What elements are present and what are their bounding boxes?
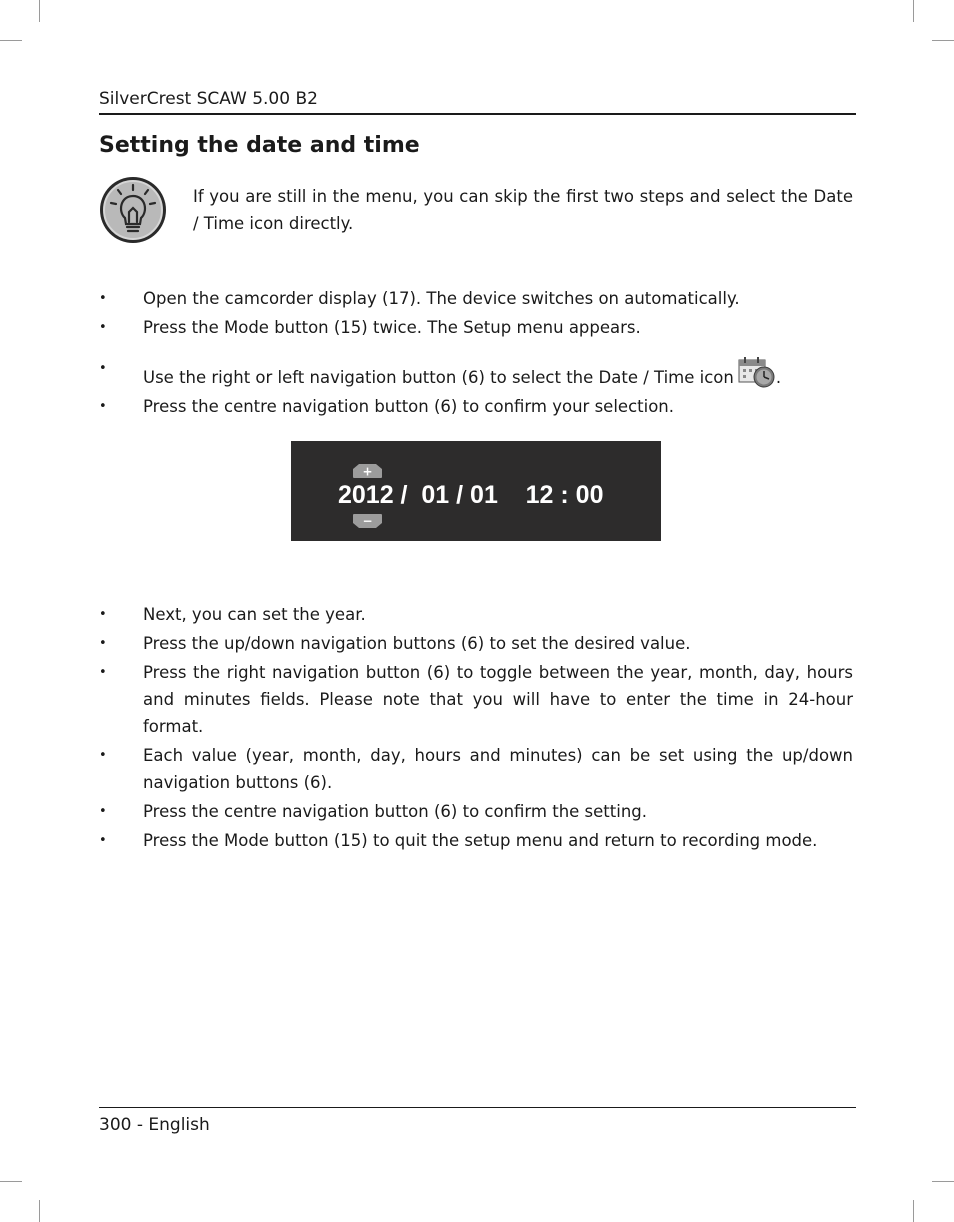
list-item (99, 798, 853, 825)
bullet: • (99, 607, 107, 622)
list-item (99, 827, 853, 854)
tip-text: If you are still in the menu, you can skip the first two steps and select the Date / Time icon directly. (193, 187, 853, 233)
crop-mark (39, 1200, 40, 1222)
list-item (99, 355, 853, 391)
crop-mark (932, 40, 954, 41)
section-title: Setting the date and time (99, 133, 420, 158)
page-footer: 300 - English (99, 1107, 856, 1136)
step-text: Each value (year, month, day, hours and minutes) can be set using the up/down navigation buttons (6). (143, 746, 853, 792)
running-header: SilverCrest SCAW 5.00 B2 (99, 88, 856, 115)
up-arrow-icon (351, 463, 384, 479)
down-symbol: − (362, 514, 373, 528)
crop-mark (913, 0, 914, 22)
bullet: • (99, 833, 107, 848)
bullet: • (99, 361, 107, 376)
crop-mark (0, 40, 22, 41)
step-text: Use the right or left navigation button (6) to select the Date / Time icon (143, 368, 734, 387)
list-item (99, 285, 853, 312)
step-text-suffix: . (775, 368, 782, 387)
step-text: Next, you can set the year. (143, 605, 366, 624)
steps-list-set (99, 601, 853, 854)
step-text: Press the up/down navigation buttons (6) to set the desired value. (143, 634, 691, 653)
crop-mark (0, 1181, 22, 1182)
step-text: Press the centre navigation button (6) to confirm the setting. (143, 802, 648, 821)
bullet: • (99, 665, 107, 680)
crop-mark (39, 0, 40, 22)
lightbulb-icon (98, 174, 170, 246)
step-text: Press the Mode button (15) to quit the setup menu and return to recording mode. (143, 831, 818, 850)
bullet: • (99, 291, 107, 306)
steps-list-open (99, 285, 853, 420)
bullet: • (99, 399, 107, 414)
datetime-display (291, 441, 661, 541)
list-item (99, 659, 853, 740)
up-symbol: + (362, 464, 373, 479)
step-text: Open the camcorder display (17). The device switches on automatically. (143, 289, 740, 308)
list-item (99, 630, 853, 657)
step-text: Press the Mode button (15) twice. The Setup menu appears. (143, 318, 641, 337)
crop-mark (932, 1181, 954, 1182)
bullet: • (99, 320, 107, 335)
calendar-clock-icon (738, 355, 776, 389)
list-item (99, 314, 853, 341)
bullet: • (99, 804, 107, 819)
bullet: • (99, 748, 107, 763)
down-arrow-icon (351, 513, 384, 529)
crop-mark (913, 1200, 914, 1222)
datetime-value: 2012 / 01 / 01 12 : 00 (338, 481, 604, 509)
list-item (99, 742, 853, 796)
step-text: Press the right navigation button (6) to toggle between the year, month, day, hours and minutes fields. Please note that you will have to enter the time in 24-hour format. (143, 663, 853, 736)
bullet: • (99, 636, 107, 651)
list-item (99, 393, 853, 420)
step-text: Press the centre navigation button (6) to confirm your selection. (143, 397, 674, 416)
list-item (99, 601, 853, 628)
